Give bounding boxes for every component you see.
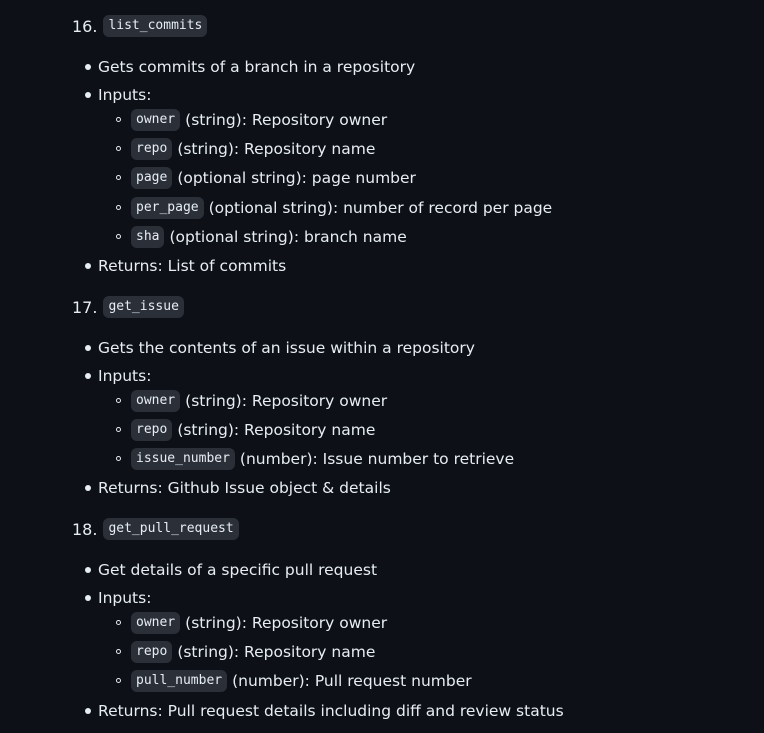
param-description: (string): Repository owner: [185, 614, 388, 632]
circle-bullet-icon: [116, 205, 121, 210]
param-name: per_page: [131, 197, 204, 219]
item-number: 16.: [72, 16, 98, 36]
tool-returns: Returns: Pull request details including diff and review status: [98, 702, 564, 720]
param-name: repo: [131, 138, 172, 160]
input-param-line: [131, 447, 514, 471]
input-param-line: [131, 669, 472, 693]
bullet-icon: [85, 595, 91, 601]
tool-returns: Returns: List of commits: [98, 257, 287, 275]
circle-bullet-icon: [116, 427, 121, 432]
circle-bullet-icon: [116, 146, 121, 151]
param-description: (string): Repository name: [177, 421, 376, 439]
param-description: (string): Repository owner: [185, 392, 388, 410]
bullet-icon: [85, 708, 91, 714]
bullet-icon: [85, 373, 91, 379]
inputs-label: Inputs:: [98, 589, 152, 607]
tool-heading: [72, 517, 239, 541]
circle-bullet-icon: [116, 175, 121, 180]
param-description: (string): Repository owner: [185, 111, 388, 129]
param-name: page: [131, 167, 172, 189]
item-number: 18.: [72, 519, 98, 539]
bullet-icon: [85, 64, 91, 70]
param-name: issue_number: [131, 448, 235, 470]
circle-bullet-icon: [116, 117, 121, 122]
param-description: (optional string): branch name: [169, 228, 407, 246]
input-param-line: [131, 418, 375, 442]
param-description: (optional string): page number: [177, 169, 416, 187]
param-description: (number): Pull request number: [232, 672, 472, 690]
param-description: (optional string): number of record per page: [208, 199, 553, 217]
item-number: 17.: [72, 297, 98, 317]
input-param-line: [131, 166, 416, 190]
circle-bullet-icon: [116, 398, 121, 403]
input-param-line: [131, 611, 387, 635]
param-name: owner: [131, 109, 180, 131]
input-param-line: [131, 137, 375, 161]
tool-name: get_pull_request: [103, 518, 238, 540]
bullet-icon: [85, 345, 91, 351]
input-param-line: [131, 108, 387, 132]
tool-description: Gets the contents of an issue within a repository: [98, 339, 475, 357]
tool-heading: [72, 14, 207, 38]
bullet-icon: [85, 263, 91, 269]
circle-bullet-icon: [116, 456, 121, 461]
tool-name: list_commits: [103, 15, 207, 37]
param-description: (string): Repository name: [177, 140, 376, 158]
tool-heading: [72, 295, 184, 319]
input-param-line: [131, 196, 552, 220]
circle-bullet-icon: [116, 620, 121, 625]
input-param-line: [131, 640, 375, 664]
circle-bullet-icon: [116, 649, 121, 654]
tool-returns: Returns: Github Issue object & details: [98, 479, 391, 497]
tool-description: Gets commits of a branch in a repository: [98, 58, 416, 76]
bullet-icon: [85, 567, 91, 573]
input-param-line: [131, 389, 387, 413]
circle-bullet-icon: [116, 678, 121, 683]
param-name: repo: [131, 641, 172, 663]
bullet-icon: [85, 92, 91, 98]
bullet-icon: [85, 485, 91, 491]
circle-bullet-icon: [116, 234, 121, 239]
tool-description: Get details of a specific pull request: [98, 561, 378, 579]
tool-name: get_issue: [103, 296, 183, 318]
param-name: owner: [131, 612, 180, 634]
param-description: (string): Repository name: [177, 643, 376, 661]
inputs-label: Inputs:: [98, 86, 152, 104]
param-description: (number): Issue number to retrieve: [239, 450, 515, 468]
param-name: sha: [131, 226, 164, 248]
input-param-line: [131, 225, 407, 249]
param-name: pull_number: [131, 670, 227, 692]
param-name: owner: [131, 390, 180, 412]
inputs-label: Inputs:: [98, 367, 152, 385]
param-name: repo: [131, 419, 172, 441]
